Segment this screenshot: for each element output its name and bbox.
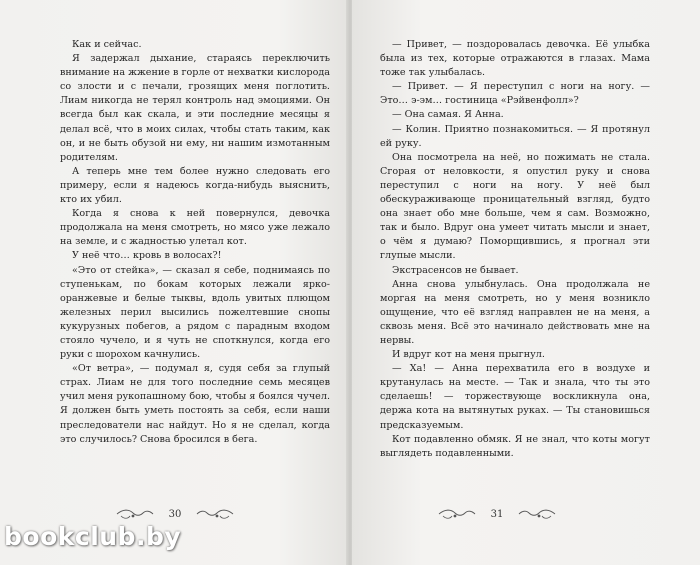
right-page-text [380,38,650,461]
right-page-footer [362,508,632,520]
flourish-right-icon [517,508,557,520]
paragraph: И вдруг кот на меня прыгнул. [392,349,545,361]
paragraph: Я задержал дыхание, стараясь переключить внимание на жжение в горле от нехватки кислорода со злости и с печали, грозящих меня поглотить. Лиам никогда не терял контроль над эмоциями. Он всегда был как скала, и эти последние месяцы я делал всё, что в моих силах, чтобы стать таким, как он, и не быть обузой ни ему, ни нашим измотанным родителям. [60,53,330,163]
left-page [0,0,348,565]
right-page [352,0,700,565]
paragraph: — Она самая. Я Анна. [392,109,504,121]
paragraph: «Это от стейка», — сказал я себе, поднимаясь по ступенькам, по бокам которых лежали ярко-оранжевые и белые тыквы, вдоль увитых плющом железных перил высились пожелтевшие снопы кукурузных побегов, а рядом с парадным входом стояло чучело, и я чуть не споткнулся, когда его руки с шорохом качнулись. [60,264,330,361]
paragraph: — Ха! — Анна перехватила его в воздухе и крутанулась на месте. — Так и знала, что ты это сделаешь! — торжествующе воскликнула она, держа кота на вытянутых руках. — Ты становишься предсказуемым. [380,363,650,431]
paragraph: — Привет, — поздоровалась девочка. Её улыбка была из тех, которые отражаются в глазах. Мама тоже так улыбалась. [380,39,650,79]
paragraph: — Привет. — Я переступил с ноги на ногу. — Это… э-эм… гостиница «Рэйвенфолл»? [380,81,650,107]
left-page-footer [40,508,310,520]
flourish-right-icon [195,508,235,520]
watermark: bookclub.by [4,522,182,551]
paragraph: Анна снова улыбнулась. Она продолжала не моргая на меня смотреть, но у меня возникло ощущение, что её взгляд направлен не на меня, а сквозь меня. Всё это начинало действовать мне на нервы. [380,278,650,346]
flourish-left-icon [115,508,155,520]
paragraph: «От ветра», — подумал я, судя себя за глупый страх. Лиам не для того последние семь месяцев учил меня рукопашному бою, чтобы я боялся чучел. Я должен быть уметь постоять за себя, если наши преследователи нас найдут. Но я не сделал, когда это случилось? Снова бросился в бега. [60,363,330,445]
paragraph: — Колин. Приятно познакомиться. — Я протянул ей руку. [380,123,650,149]
paragraph: Экстрасенсов не бывает. [392,264,519,276]
paragraph: Кот подавленно обмяк. Я не знал, что коты могут выглядеть подавленными. [380,433,650,459]
paragraph: У неё что… кровь в волосах?! [72,250,222,262]
paragraph: Когда я снова к ней повернулся, девочка продолжала на меня смотреть, но мясо уже лежало на земле, и с жадностью улетал кот. [60,208,330,248]
page-number: 30 [168,508,182,520]
paragraph: А теперь мне тем более нужно следовать его примеру, если я надеюсь когда-нибудь выяснить, кто их убил. [60,165,330,206]
left-page-text [60,38,330,447]
paragraph: Она посмотрела на неё, но пожимать не стала. Сгорая от неловкости, я опустил руку и снова переступил с ноги на ногу. У неё был обескураживающе проницательный взгляд, будто она знает обо мне больше, чем я сам. Возможно, так и было. Вдруг она умеет читать мысли и знает, о чём я думаю? Поморщившись, я прогнал эти глупые мысли. [380,151,650,262]
paragraph: Как и сейчас. [72,39,142,50]
flourish-left-icon [437,508,477,520]
page-number: 31 [490,508,504,520]
